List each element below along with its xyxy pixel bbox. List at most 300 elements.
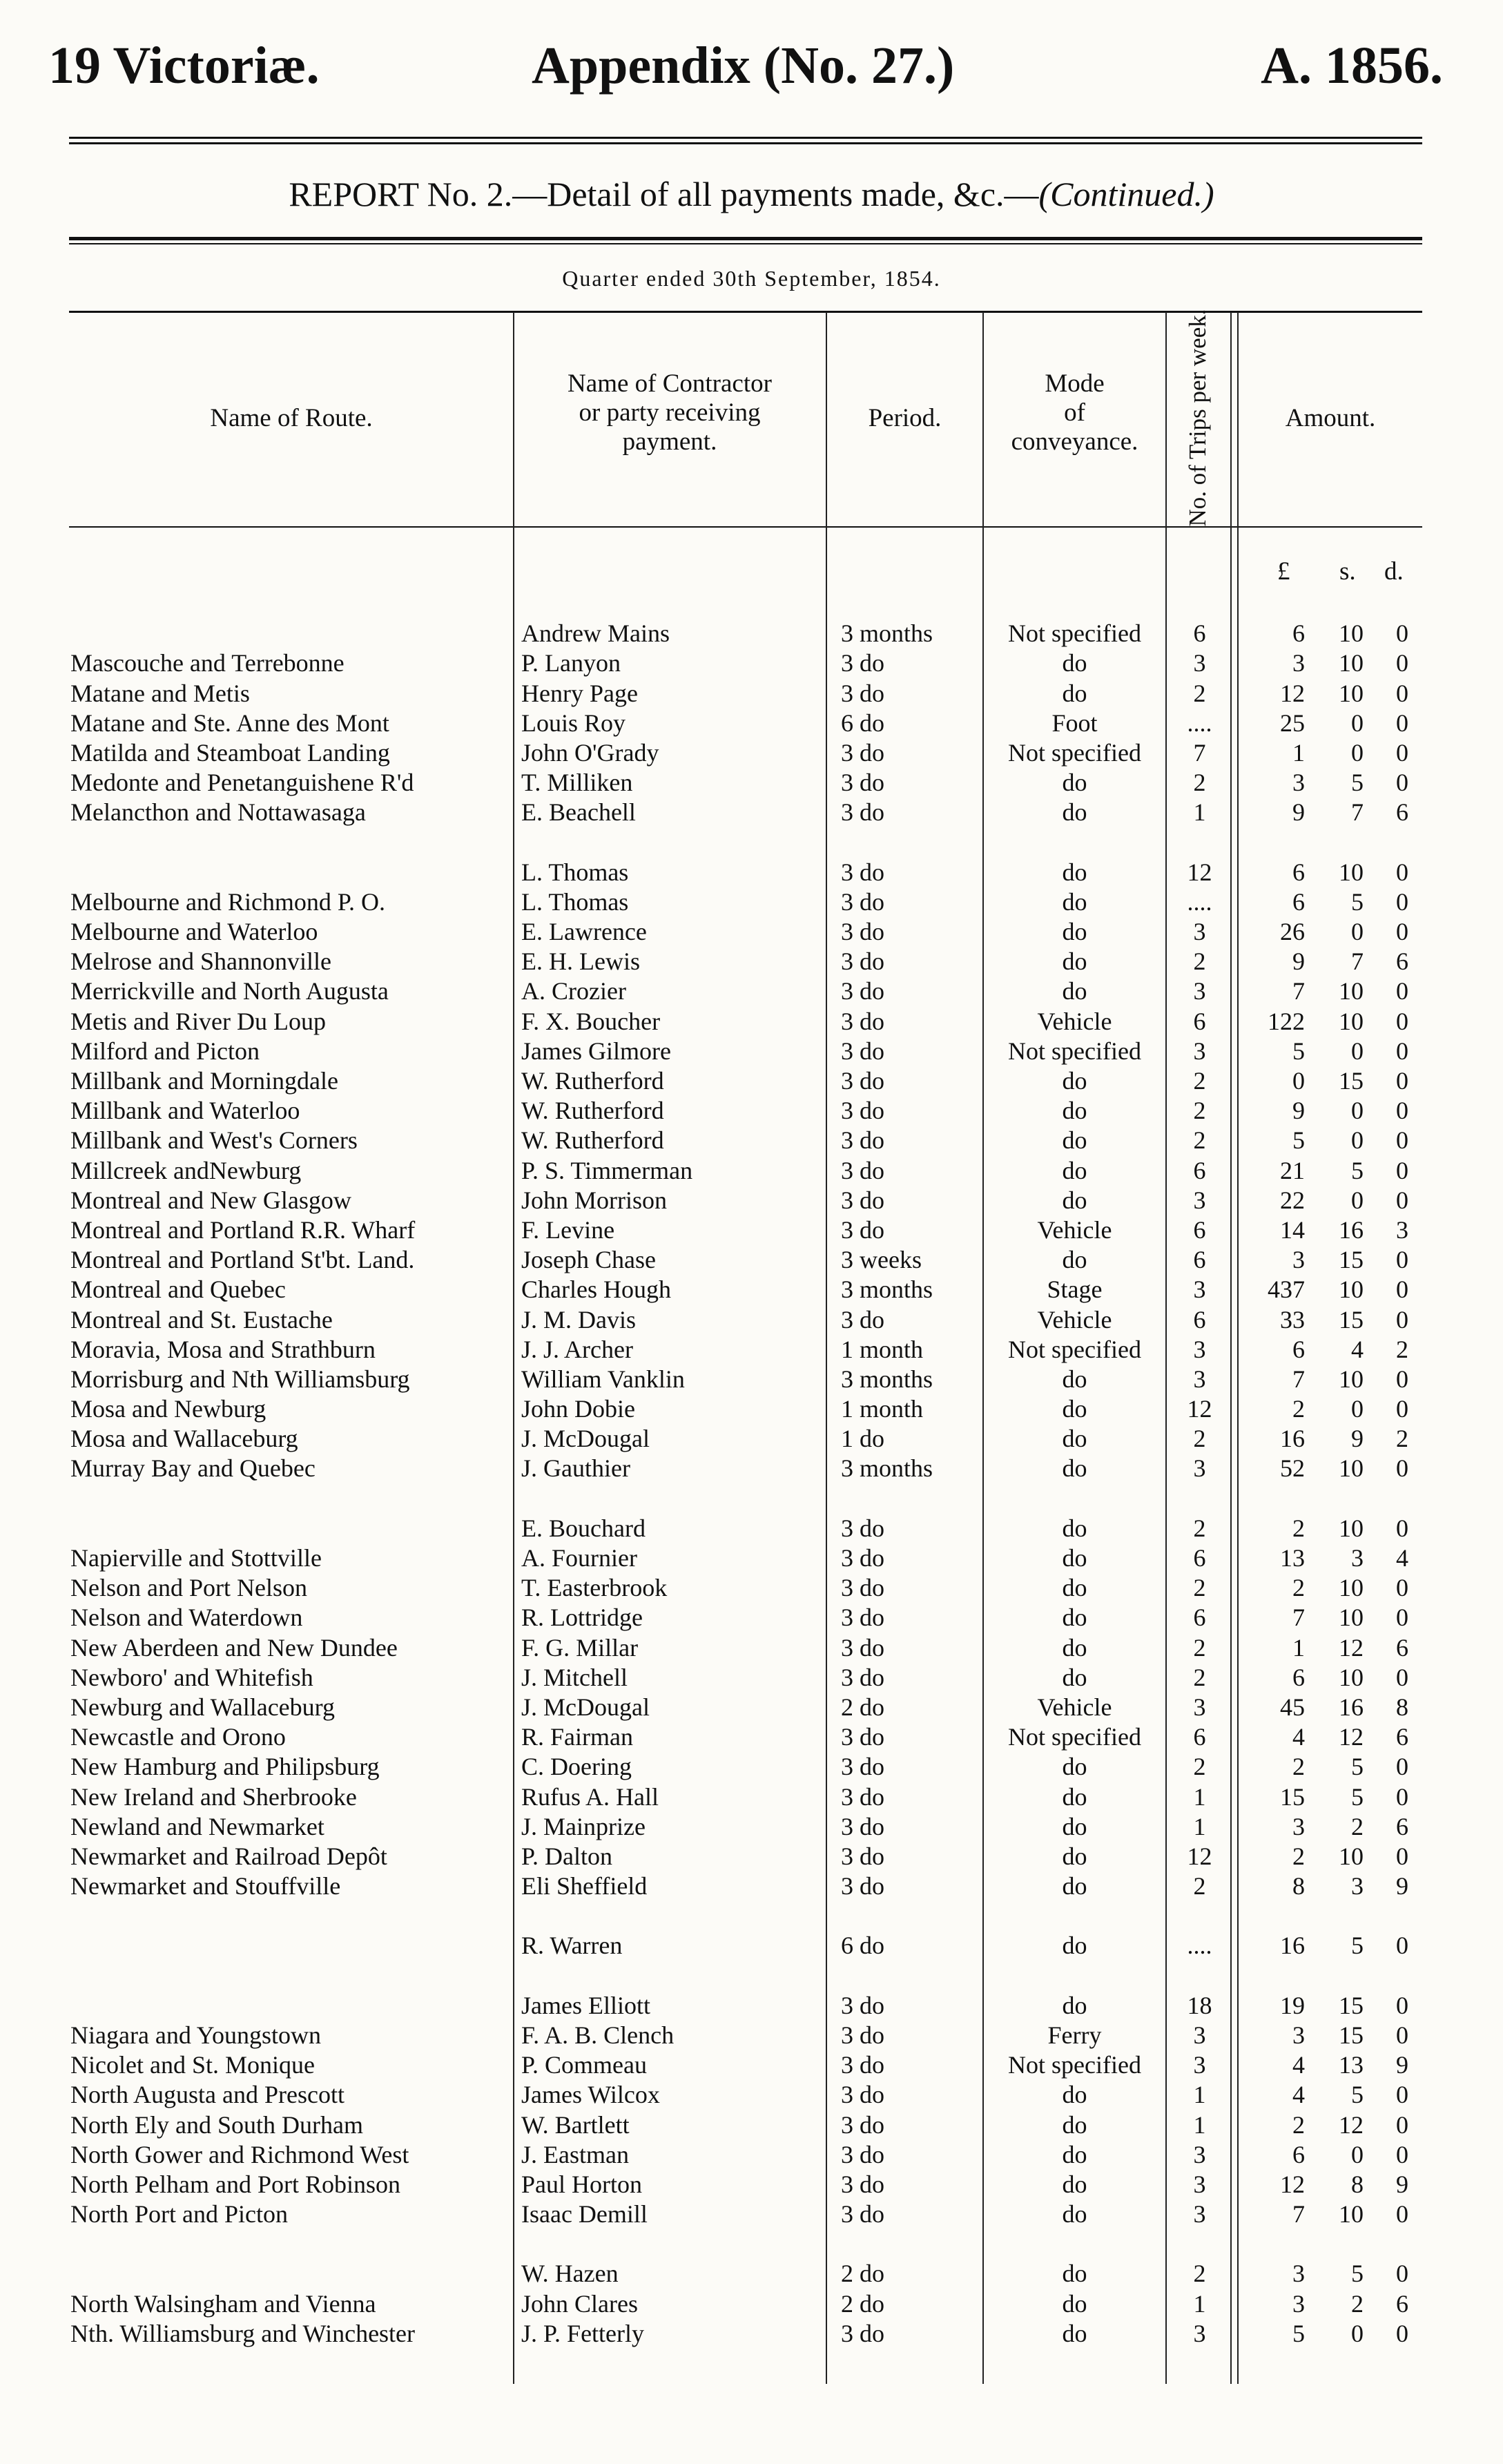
col-header-mode-line: Mode	[1045, 369, 1105, 398]
amount-pounds: 9	[1292, 798, 1305, 827]
conveyance-mode: Vehicle	[1037, 1007, 1112, 1035]
trips-per-week: ....	[1187, 709, 1212, 737]
amount-pounds: 3	[1292, 2260, 1305, 2288]
amount-pence: 0	[1396, 709, 1408, 737]
table-row	[0, 1096, 1503, 1126]
amount-pounds: 7	[1292, 1365, 1305, 1393]
contractor-name: W. Rutherford	[521, 1126, 664, 1155]
period-value: 3 do	[841, 2021, 884, 2050]
amount-pounds: 2	[1292, 1842, 1305, 1870]
amount-pence: 0	[1396, 649, 1408, 677]
table-row	[0, 1066, 1503, 1096]
amount-pence: 0	[1396, 1991, 1408, 2019]
table-row	[0, 1842, 1503, 1871]
route-name	[70, 1424, 512, 1454]
amount-pounds: 15	[1280, 1782, 1305, 1811]
trips-per-week: 2	[1193, 1126, 1206, 1155]
route-name-line1: Millbank and West's Corners	[70, 1126, 358, 1155]
route-name	[70, 976, 512, 1006]
table-top-rule	[69, 311, 1422, 313]
contractor-name: L. Thomas	[521, 858, 629, 886]
trips-per-week: 3	[1193, 1335, 1206, 1363]
col-header-route: Name of Route.	[210, 404, 373, 432]
route-name	[70, 1335, 512, 1365]
amount-pounds: 6	[1292, 619, 1305, 647]
conveyance-mode: do	[1062, 2260, 1087, 2288]
period-value: 3 do	[841, 769, 884, 797]
conveyance-mode: do	[1062, 1425, 1087, 1453]
conveyance-mode: do	[1062, 1604, 1087, 1632]
conveyance-mode: Stage	[1047, 1276, 1103, 1304]
table-row	[0, 1007, 1503, 1037]
trips-per-week: 6	[1193, 1604, 1206, 1632]
period-value: 3 do	[841, 2171, 884, 2199]
trips-per-week: 1	[1193, 798, 1206, 827]
route-name-line1: North Pelham and Port Robinson	[70, 2171, 400, 2199]
report-title-text: REPORT No. 2.—Detail of all payments made, &c.—	[289, 175, 1039, 213]
period-value: 3 do	[841, 1215, 884, 1244]
period-value: 3 do	[841, 1097, 884, 1125]
route-name-line1: Nth. Williamsburg and Winchester	[70, 2319, 416, 2347]
amount-pounds: 3	[1292, 769, 1305, 797]
period-value: 3 do	[841, 2051, 884, 2079]
table-row	[0, 1693, 1503, 1722]
trips-per-week: 1	[1193, 1782, 1206, 1811]
trips-per-week: 2	[1193, 679, 1206, 707]
table-row	[0, 828, 1503, 887]
amount-shillings: 5	[1351, 1156, 1364, 1184]
route-name	[70, 1007, 512, 1037]
trips-per-week: 2	[1193, 1514, 1206, 1542]
amount-pence: 6	[1396, 947, 1408, 976]
contractor-name: W. Rutherford	[521, 1097, 664, 1125]
amount-shillings: 3	[1351, 1544, 1364, 1572]
table-row	[0, 589, 1503, 648]
amount-shillings: 10	[1339, 977, 1364, 1005]
route-name-line1: Medonte and Penetanguishene R'd	[70, 769, 414, 797]
table-row	[0, 1752, 1503, 1782]
contractor-name: W. Hazen	[521, 2260, 619, 2288]
contractor-name: Isaac Demill	[521, 2200, 648, 2229]
amount-shillings: 2	[1351, 1812, 1364, 1840]
amount-shillings: 4	[1351, 1335, 1364, 1363]
contractor-name: A. Crozier	[521, 977, 626, 1005]
table-row	[0, 1901, 1503, 1961]
amount-pence: 0	[1396, 1574, 1408, 1602]
trips-per-week: 3	[1193, 2319, 1206, 2347]
table-row	[0, 2229, 1503, 2289]
amount-shillings: 0	[1351, 2140, 1364, 2168]
col-header-period: Period.	[868, 404, 942, 432]
period-value: 3 months	[841, 1454, 933, 1483]
amount-pounds: 21	[1280, 1156, 1305, 1184]
trips-per-week: 2	[1193, 1663, 1206, 1691]
contractor-name: Eli Sheffield	[521, 1872, 648, 1900]
contractor-name: J. McDougal	[521, 1693, 650, 1721]
amount-shillings: 0	[1351, 1097, 1364, 1125]
route-name	[70, 1096, 512, 1126]
period-value: 3 do	[841, 1574, 884, 1602]
amount-pence: 9	[1396, 2171, 1408, 2199]
amount-shillings: 5	[1351, 1753, 1364, 1781]
trips-per-week: 2	[1193, 1753, 1206, 1781]
amount-shillings: 5	[1351, 2081, 1364, 2109]
trips-per-week: 3	[1193, 1037, 1206, 1065]
amount-pence: 0	[1396, 1932, 1408, 1960]
shilling-sign: s.	[1339, 557, 1356, 586]
amount-pence: 0	[1396, 1514, 1408, 1542]
amount-pounds: 22	[1280, 1186, 1305, 1214]
route-name-line1: Newmarket and Stouffville	[70, 1872, 341, 1900]
header-rule-top	[69, 137, 1422, 139]
period-value: 3 do	[841, 858, 884, 886]
period-value: 3 do	[841, 2110, 884, 2139]
period-value: 3 do	[841, 1633, 884, 1662]
amount-pounds: 26	[1280, 918, 1305, 946]
route-name-line1: New Hamburg and Philipsburg	[70, 1753, 380, 1781]
contractor-name: Rufus A. Hall	[521, 1782, 659, 1811]
amount-pounds: 2	[1292, 1395, 1305, 1423]
trips-per-week: 7	[1193, 738, 1206, 767]
amount-shillings: 0	[1351, 738, 1364, 767]
route-name	[70, 1305, 512, 1335]
table-header-rule	[69, 526, 1422, 528]
route-name-line1: Newcastle and Orono	[70, 1723, 286, 1751]
table-row	[0, 2289, 1503, 2319]
route-name-line1: Mascouche and Terrebonne	[70, 649, 345, 677]
amount-pence: 6	[1396, 1633, 1408, 1662]
amount-pence: 0	[1396, 2081, 1408, 2109]
trips-per-week: 3	[1193, 2021, 1206, 2050]
trips-per-week: 2	[1193, 1574, 1206, 1602]
col-header-mode-line: conveyance.	[1011, 427, 1138, 456]
amount-pence: 0	[1396, 619, 1408, 647]
table-row	[0, 2140, 1503, 2170]
contractor-name: R. Lottridge	[521, 1604, 643, 1632]
route-name	[70, 1156, 512, 1186]
route-name-line1: Millbank and Morningdale	[70, 1067, 338, 1095]
conveyance-mode: Foot	[1051, 709, 1098, 737]
trips-per-week: ....	[1187, 887, 1212, 916]
amount-pounds: 4	[1292, 1723, 1305, 1751]
amount-pounds: 2	[1292, 2110, 1305, 2139]
amount-pounds: 3	[1292, 1246, 1305, 1274]
period-value: 3 do	[841, 2140, 884, 2168]
conveyance-mode: do	[1062, 1544, 1087, 1572]
amount-shillings: 10	[1339, 1842, 1364, 1870]
route-name-line1: North Augusta and Prescott	[70, 2081, 345, 2109]
amount-shillings: 10	[1339, 679, 1364, 707]
conveyance-mode: do	[1062, 2140, 1087, 2168]
amount-shillings: 10	[1339, 1454, 1364, 1483]
col-header-contractor-line: or party receiving	[579, 398, 761, 427]
amount-pence: 0	[1396, 1454, 1408, 1483]
period-value: 1 month	[841, 1335, 924, 1363]
period-value: 1 month	[841, 1395, 924, 1423]
amount-pence: 0	[1396, 1186, 1408, 1214]
col-header-mode	[984, 369, 1165, 456]
route-name-line1: Nicolet and St. Monique	[70, 2051, 315, 2079]
route-name-line1: Montreal and Quebec	[70, 1276, 286, 1304]
amount-shillings: 5	[1351, 769, 1364, 797]
amount-shillings: 7	[1351, 947, 1364, 976]
contractor-name: Joseph Chase	[521, 1246, 656, 1274]
conveyance-mode: do	[1062, 1812, 1087, 1840]
period-value: 3 do	[841, 1007, 884, 1035]
conveyance-mode: do	[1062, 1574, 1087, 1602]
trips-per-week: 3	[1193, 918, 1206, 946]
route-name	[70, 917, 512, 947]
route-name-line1: North Walsingham and Vienna	[70, 2289, 376, 2318]
amount-shillings: 10	[1339, 619, 1364, 647]
amount-shillings: 10	[1339, 2200, 1364, 2229]
conveyance-mode: Not specified	[1008, 1335, 1141, 1363]
route-name	[70, 1365, 512, 1394]
contractor-name: C. Doering	[521, 1753, 632, 1781]
amount-pence: 0	[1396, 2319, 1408, 2347]
route-name	[70, 1454, 512, 1483]
route-name-line1: Newmarket and Railroad Depôt	[70, 1842, 387, 1870]
contractor-name: John Clares	[521, 2289, 638, 2318]
route-name-line1: Millbank and Waterloo	[70, 1097, 300, 1125]
trips-per-week: 2	[1193, 1633, 1206, 1662]
amount-shillings: 9	[1351, 1425, 1364, 1453]
amount-pounds: 6	[1292, 858, 1305, 886]
conveyance-mode: do	[1062, 2319, 1087, 2347]
contractor-name: J. Mitchell	[521, 1663, 628, 1691]
contractor-name: E. H. Lewis	[521, 947, 640, 976]
amount-pounds: 3	[1292, 1812, 1305, 1840]
amount-shillings: 16	[1339, 1693, 1364, 1721]
conveyance-mode: do	[1062, 1932, 1087, 1960]
table-row	[0, 738, 1503, 768]
contractor-name: P. Lanyon	[521, 649, 621, 677]
amount-pence: 0	[1396, 1604, 1408, 1632]
route-name	[70, 1752, 512, 1782]
route-name-line1: Nelson and Waterdown	[70, 1604, 303, 1632]
route-name-line1: Melrose and Shannonville	[70, 947, 331, 976]
amount-pounds: 5	[1292, 2319, 1305, 2347]
title-rule-thick	[69, 237, 1422, 240]
table-row	[0, 1245, 1503, 1275]
period-value: 3 do	[841, 1782, 884, 1811]
amount-pence: 0	[1396, 1305, 1408, 1334]
amount-pounds: 7	[1292, 1604, 1305, 1632]
amount-shillings: 15	[1339, 1067, 1364, 1095]
conveyance-mode: do	[1062, 649, 1087, 677]
period-value: 3 do	[841, 887, 884, 916]
title-rule-thin	[69, 243, 1422, 244]
trips-per-week: 12	[1187, 858, 1212, 886]
trips-per-week: 3	[1193, 1276, 1206, 1304]
amount-pence: 0	[1396, 1007, 1408, 1035]
conveyance-mode: Not specified	[1008, 738, 1141, 767]
amount-pounds: 4	[1292, 2051, 1305, 2079]
col-header-mode-line: of	[1064, 398, 1085, 427]
trips-per-week: 3	[1193, 2140, 1206, 2168]
trips-per-week: 6	[1193, 1215, 1206, 1244]
route-name-line1: Newboro' and Whitefish	[70, 1663, 313, 1691]
pound-sign: £	[1277, 557, 1290, 586]
route-name	[70, 1066, 512, 1096]
amount-pence: 0	[1396, 738, 1408, 767]
table-row	[0, 947, 1503, 976]
table-row	[0, 1394, 1503, 1424]
table-row	[0, 1782, 1503, 1812]
amount-pence: 0	[1396, 1126, 1408, 1155]
conveyance-mode: Not specified	[1008, 619, 1141, 647]
table-row	[0, 1275, 1503, 1305]
trips-per-week: ....	[1187, 1932, 1212, 1960]
amount-shillings: 5	[1351, 1932, 1364, 1960]
amount-pence: 9	[1396, 2051, 1408, 2079]
contractor-name: W. Rutherford	[521, 1067, 664, 1095]
conveyance-mode: do	[1062, 1633, 1087, 1662]
route-name	[70, 1842, 512, 1871]
contractor-name: Paul Horton	[521, 2171, 642, 2199]
route-name	[70, 2170, 512, 2200]
period-value: 3 do	[841, 1604, 884, 1632]
period-value: 3 do	[841, 679, 884, 707]
route-name	[70, 2110, 512, 2140]
conveyance-mode: do	[1062, 887, 1087, 916]
conveyance-mode: Vehicle	[1037, 1215, 1112, 1244]
pence-sign: d.	[1384, 557, 1404, 586]
amount-pounds: 6	[1292, 1663, 1305, 1691]
amount-pounds: 2	[1292, 1753, 1305, 1781]
col-header-amount: Amount.	[1285, 404, 1376, 432]
route-name-line1: Millcreek andNewburg	[70, 1156, 302, 1184]
period-value: 3 do	[841, 2200, 884, 2229]
route-name-line1: North Gower and Richmond West	[70, 2140, 409, 2168]
col-header-trips-text: No. of Trips per week.	[1184, 309, 1211, 527]
amount-pence: 0	[1396, 1365, 1408, 1393]
route-name	[70, 1245, 512, 1275]
route-name-line1: Niagara and Youngstown	[70, 2021, 321, 2050]
amount-shillings: 0	[1351, 1186, 1364, 1214]
period-value: 3 months	[841, 1365, 933, 1393]
route-name-line1: Matilda and Steamboat Landing	[70, 738, 390, 767]
trips-per-week: 6	[1193, 1007, 1206, 1035]
period-value: 3 do	[841, 1067, 884, 1095]
amount-pence: 6	[1396, 2289, 1408, 2318]
table-row	[0, 1573, 1503, 1603]
route-name-line1: North Ely and South Durham	[70, 2110, 363, 2139]
table-row	[0, 1454, 1503, 1483]
amount-pounds: 12	[1280, 679, 1305, 707]
amount-pence: 6	[1396, 1723, 1408, 1751]
trips-per-week: 1	[1193, 2110, 1206, 2139]
amount-shillings: 13	[1339, 2051, 1364, 2079]
payments-table-body	[0, 589, 1503, 2349]
amount-pounds: 6	[1292, 887, 1305, 916]
period-value: 3 do	[841, 1037, 884, 1065]
trips-per-week: 1	[1193, 1812, 1206, 1840]
amount-shillings: 5	[1351, 887, 1364, 916]
amount-shillings: 0	[1351, 918, 1364, 946]
amount-pounds: 19	[1280, 1991, 1305, 2019]
period-value: 3 do	[841, 947, 884, 976]
table-row	[0, 1722, 1503, 1752]
conveyance-mode: do	[1062, 1365, 1087, 1393]
amount-shillings: 8	[1351, 2171, 1364, 2199]
route-name-line1: Newburg and Wallaceburg	[70, 1693, 335, 1721]
trips-per-week: 2	[1193, 2260, 1206, 2288]
table-row	[0, 1603, 1503, 1633]
amount-pounds: 9	[1292, 947, 1305, 976]
conveyance-mode: do	[1062, 1782, 1087, 1811]
amount-pounds: 3	[1292, 649, 1305, 677]
amount-pounds: 16	[1280, 1425, 1305, 1453]
amount-pence: 0	[1396, 1663, 1408, 1691]
table-row	[0, 1484, 1503, 1543]
route-name-line1: Morrisburg and Nth Williamsburg	[70, 1365, 410, 1393]
amount-pence: 0	[1396, 1097, 1408, 1125]
table-row	[0, 798, 1503, 827]
amount-pounds: 6	[1292, 1335, 1305, 1363]
table-row	[0, 1215, 1503, 1245]
contractor-name: E. Bouchard	[521, 1514, 646, 1542]
trips-per-week: 6	[1193, 619, 1206, 647]
amount-pence: 0	[1396, 769, 1408, 797]
route-name	[70, 1663, 512, 1693]
contractor-name: James Wilcox	[521, 2081, 660, 2109]
conveyance-mode: do	[1062, 2110, 1087, 2139]
contractor-name: E. Beachell	[521, 798, 636, 827]
table-row	[0, 768, 1503, 798]
route-name-line1: Mosa and Wallaceburg	[70, 1425, 298, 1453]
period-value: 3 do	[841, 1663, 884, 1691]
table-row	[0, 2170, 1503, 2200]
conveyance-mode: do	[1062, 2200, 1087, 2229]
trips-per-week: 3	[1193, 2051, 1206, 2079]
conveyance-mode: do	[1062, 2081, 1087, 2109]
amount-pence: 0	[1396, 1395, 1408, 1423]
table-row	[0, 2021, 1503, 2050]
trips-per-week: 6	[1193, 1723, 1206, 1751]
amount-pounds: 12	[1280, 2171, 1305, 2199]
amount-shillings: 0	[1351, 709, 1364, 737]
route-name	[70, 1275, 512, 1305]
route-name-line1: New Aberdeen and New Dundee	[70, 1633, 398, 1662]
contractor-name: James Elliott	[521, 1991, 650, 2019]
conveyance-mode: Not specified	[1008, 1723, 1141, 1751]
route-name	[70, 768, 512, 798]
conveyance-mode: do	[1062, 1454, 1087, 1483]
amount-pounds: 3	[1292, 2289, 1305, 2318]
table-row	[0, 2200, 1503, 2229]
contractor-name: Henry Page	[521, 679, 638, 707]
amount-shillings: 10	[1339, 1276, 1364, 1304]
amount-pence: 8	[1396, 1693, 1408, 1721]
amount-pence: 3	[1396, 1215, 1408, 1244]
route-name	[70, 1603, 512, 1633]
trips-per-week: 3	[1193, 1454, 1206, 1483]
table-row	[0, 917, 1503, 947]
conveyance-mode: do	[1062, 2289, 1087, 2318]
route-name	[70, 1871, 512, 1901]
amount-pounds: 4	[1292, 2081, 1305, 2109]
contractor-name: Louis Roy	[521, 709, 626, 737]
table-row	[0, 2319, 1503, 2349]
route-name-line1: Murray Bay and Quebec	[70, 1454, 316, 1483]
conveyance-mode: do	[1062, 1842, 1087, 1870]
conveyance-mode: Vehicle	[1037, 1693, 1112, 1721]
amount-pounds: 14	[1280, 1215, 1305, 1244]
contractor-name: William Vanklin	[521, 1365, 685, 1393]
amount-pence: 0	[1396, 858, 1408, 886]
conveyance-mode: do	[1062, 1395, 1087, 1423]
